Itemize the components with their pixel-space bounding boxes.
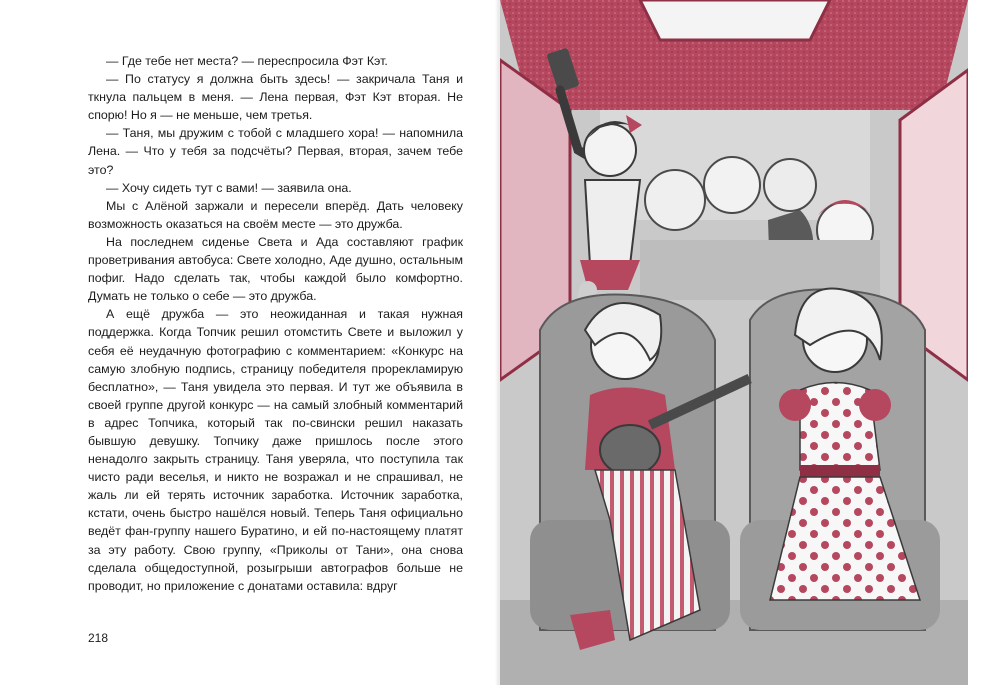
paragraph: — Таня, мы дружим с тобой с младшего хора! — напомнила Лена. — Что у тебя за подсчёты? Первая, вторая, зачем тебе это?	[88, 126, 463, 177]
skylight	[640, 0, 830, 40]
paragraph: Мы с Алёной заржали и пересели вперёд. Дать человеку возможность оказаться на своём месте — это дружба.	[88, 198, 463, 231]
paragraph: А ещё дружба — это неожиданная и такая нужная поддержка. Когда Топчик решил отомстить Свете и выложил у себя её неудачную фотографию с комментарием: «Конкурс на самую злобную подпись, страницу победителя прорекламирую бесплатно», — Таня увидела это первая. И тут же объявила в своей группе другой конкурс — на самый злобный комментарий в адрес Топчика, который так по-свински решил наказать бывшую девушку. Топчику даже пришлось после этого ненадолго закрыть страницу. Таня уверяла, что поступила так чисто ради веселья, и никто не возражал и не спрашивал, не жаль ли ей терять источник заработка. Источник заработка, кстати, очень быстро нашёлся новый. Теперь Таня официально ведёт фан-группу нашего Буратино, и ей по-настоящему платят за эту работу. Свою группу, «Приколы от Тани», она снова сделала общедоступной, розыгрыши автографов больше не проводит, но приложение с донатами оставила: вдруг	[88, 307, 463, 593]
paragraph: — Хочу сидеть тут с вами! — заявила она.	[106, 180, 352, 195]
paragraph: На последнем сиденье Света и Ада составляют график проветривания автобуса: Свете холодно, Аде душно, остальным пофиг. Надо сделать так, чтобы каждой было комфортно. Думать не только о себе — это дружба.	[88, 234, 463, 304]
page-number: 218	[88, 631, 109, 645]
bus-illustration	[500, 0, 968, 685]
paragraph: — По статусу я должна быть здесь! — закричала Таня и ткнула пальцем в меня. — Лена первая, Фэт Кэт вторая. Не спорю! Но я — не меньше, чем третья.	[88, 72, 463, 123]
body-text	[88, 52, 463, 595]
paragraph: — Где тебе нет места? — переспросила Фэт Кэт.	[106, 54, 388, 68]
